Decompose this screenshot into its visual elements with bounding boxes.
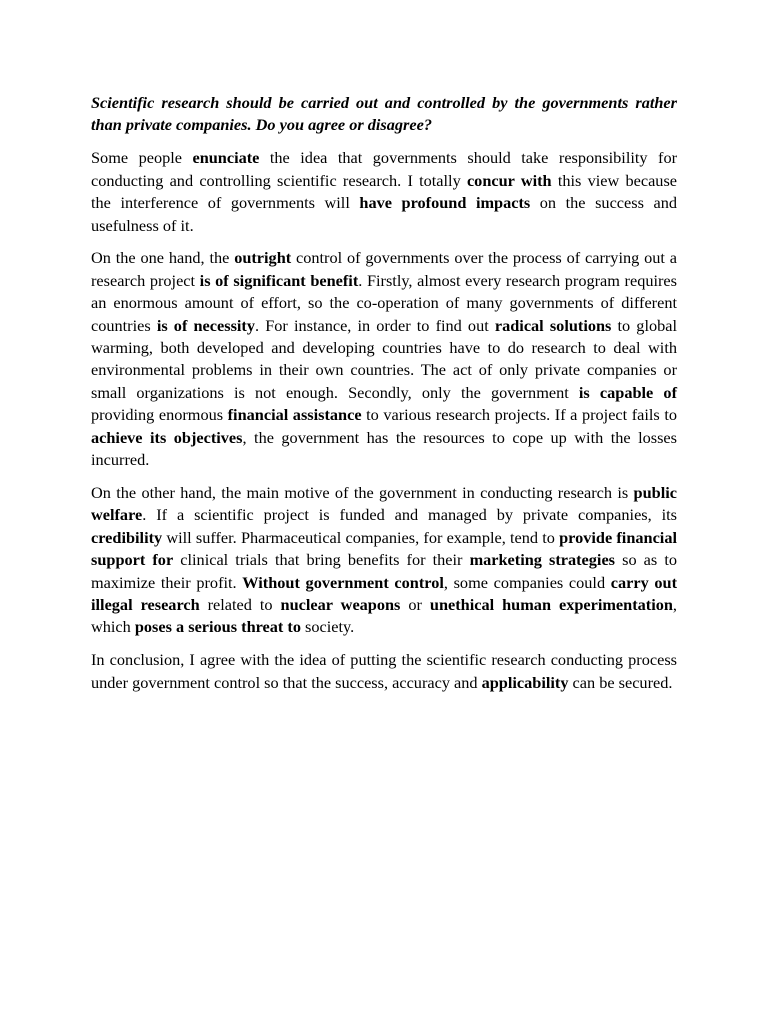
text-run: clinical trials that bring benefits for their bbox=[173, 550, 470, 570]
text-run: In conclusion, I agree with the idea of putting the scientific research conducting process under government control so that the success, accuracy and bbox=[91, 650, 677, 692]
intro-paragraph bbox=[91, 147, 677, 237]
bold-phrase: is capable of bbox=[578, 382, 677, 402]
text-run: On the other hand, the main motive of the government in conducting research is bbox=[91, 483, 634, 502]
text-run: or bbox=[400, 595, 430, 615]
essay-prompt: Scientific research should be carried out and controlled by the governments rather than private companies. Do you agree or disagree? bbox=[91, 93, 677, 135]
text-run: on the success and usefulness of it. bbox=[91, 193, 677, 235]
text-run: , some companies could bbox=[443, 572, 611, 592]
bold-phrase: have profound impacts bbox=[359, 193, 531, 213]
bold-phrase: unethical human experimentation bbox=[429, 595, 673, 615]
text-run: Some people bbox=[91, 148, 193, 168]
text-run: society. bbox=[300, 617, 355, 637]
text-run: this view because the interference of governments will bbox=[91, 170, 678, 213]
bold-phrase: credibility bbox=[91, 527, 163, 547]
bold-phrase: radical solutions bbox=[494, 315, 612, 335]
bold-phrase: concur with bbox=[466, 170, 552, 190]
bold-phrase: is of significant benefit bbox=[199, 270, 359, 290]
text-run: can be secured. bbox=[568, 672, 673, 692]
conclusion-paragraph bbox=[91, 649, 677, 694]
text-run: , the government has the resources to cope up with the losses incurred. bbox=[91, 427, 677, 470]
bold-phrase: marketing strategies bbox=[469, 550, 616, 570]
bold-phrase: poses a serious threat to bbox=[134, 617, 301, 637]
text-run: related to bbox=[199, 595, 281, 615]
text-run: , which bbox=[91, 595, 677, 637]
bold-phrase: public welfare bbox=[91, 483, 677, 525]
text-run: providing enormous bbox=[91, 405, 228, 425]
text-run: so as to maximize their profit. bbox=[91, 550, 678, 592]
text-run: . For instance, in order to find out bbox=[255, 315, 495, 335]
bold-phrase: applicability bbox=[481, 672, 569, 692]
text-run: control of governments over the process of carrying out a research project bbox=[91, 248, 677, 290]
text-run: the idea that governments should take responsibility for conducting and controlling scientific research. I totally bbox=[91, 148, 678, 190]
essay-body bbox=[91, 147, 677, 694]
document-page bbox=[91, 92, 677, 705]
bold-phrase: enunciate bbox=[192, 148, 260, 168]
text-run: On the one hand, the bbox=[91, 248, 235, 268]
bold-phrase: is of necessity bbox=[156, 315, 255, 335]
bold-phrase: provide financial support for bbox=[91, 527, 677, 570]
bold-phrase: carry out illegal research bbox=[91, 572, 678, 615]
text-run: . Firstly, almost every research program requires an enormous amount of effort, so the co-operation of many governments of different countries bbox=[91, 270, 677, 335]
body-paragraph-2 bbox=[91, 482, 677, 639]
bold-phrase: Without government control bbox=[242, 572, 444, 592]
text-run: to various research projects. If a project fails to bbox=[361, 405, 677, 425]
bold-phrase: outright bbox=[234, 248, 292, 268]
bold-phrase: financial assistance bbox=[227, 405, 362, 425]
body-paragraph-1 bbox=[91, 247, 677, 471]
bold-phrase: achieve its objectives bbox=[91, 427, 243, 447]
text-run: . If a scientific project is funded and managed by private companies, its bbox=[142, 505, 677, 525]
text-run: will suffer. Pharmaceutical companies, for example, tend to bbox=[162, 527, 560, 547]
text-run: to global warming, both developed and developing countries have to do research to deal with environmental problems in their own countries. The act of only private companies or small organizations is not enough. Secondly, only the government bbox=[91, 315, 677, 402]
bold-phrase: nuclear weapons bbox=[280, 595, 401, 615]
